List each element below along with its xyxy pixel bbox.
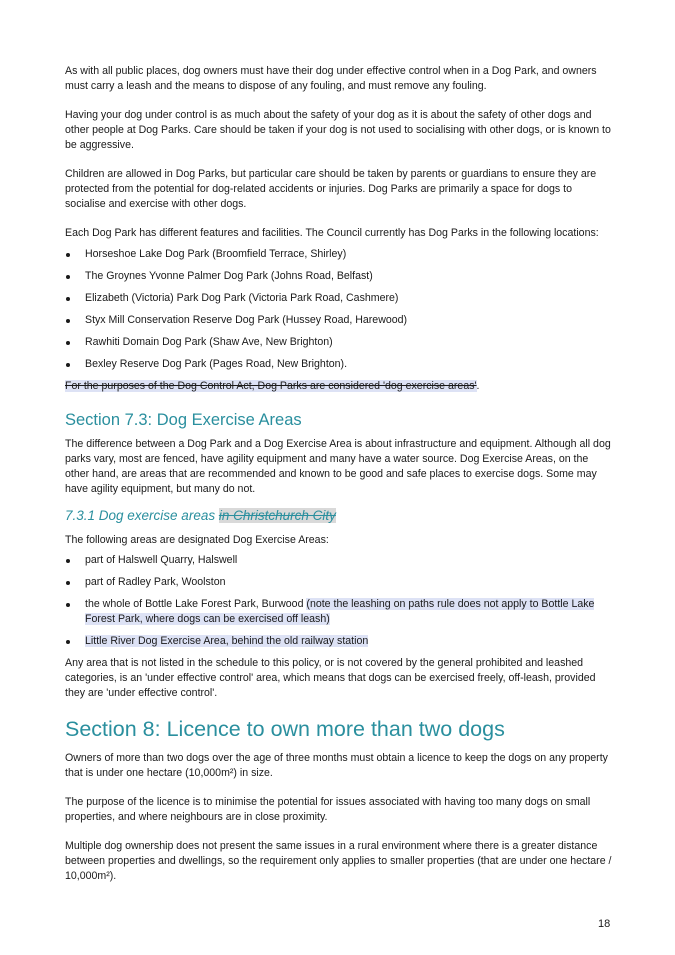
intro-paragraph-2: Having your dog under control is as much about the safety of your dog as it is about the safety of other dogs and other people at Dog Parks. Care should be taken if your dog is not used to socialising with other dogs, or is known to be aggressive. [65, 109, 611, 151]
list-item: Elizabeth (Victoria) Park Dog Park (Victoria Park Road, Cashmere) [65, 291, 615, 306]
struck-note-end: . [476, 380, 480, 392]
section-8-paragraph-3: Multiple dog ownership does not present the same issues in a rural environment where there is a greater distance between properties and dwellings, so the requirement only applies to smaller properties (that are under one hectare / 10,000m²). [65, 840, 612, 882]
section-7-3-paragraph: The difference between a Dog Park and a Dog Exercise Area is about infrastructure and equipment. Although all dog parks vary, most are fenced, have agility equipment and many have a water source. Dog Exercise Areas, on the other hand, are areas that are recommended and known to be good and safe places to exercise dogs. Some may have agility equipment, but many do not. [65, 438, 611, 495]
section-7-3-1-heading [65, 507, 615, 525]
intro-paragraph-3: Children are allowed in Dog Parks, but particular care should be taken by parents or guardians to ensure they are protected from the potential for dog-related accidents or injuries. Dog Parks are primarily a space for dogs to socialise and exercise with other dogs. [65, 168, 597, 210]
list-item: Styx Mill Conservation Reserve Dog Park (Hussey Road, Harewood) [65, 313, 615, 328]
list-item: Horseshoe Lake Dog Park (Broomfield Terrace, Shirley) [65, 247, 615, 262]
list-item: The Groynes Yvonne Palmer Dog Park (Johns Road, Belfast) [65, 269, 615, 284]
section-8-paragraph-1: Owners of more than two dogs over the age of three months must obtain a licence to keep the dogs on any property that is under one hectare (10,000m²) in size. [65, 752, 608, 779]
struck-note [65, 379, 615, 394]
page-content [65, 64, 615, 884]
section-7-3-1-heading-struck: in Christchurch City [218, 508, 336, 523]
exercise-areas-intro: The following areas are designated Dog Exercise Areas: [65, 534, 329, 546]
list-item: part of Radley Park, Woolston [65, 575, 615, 590]
list-item: part of Halswell Quarry, Halswell [65, 553, 615, 568]
intro-paragraph-1: As with all public places, dog owners must have their dog under effective control when in a Dog Park, and owners must carry a leash and the means to dispose of any fouling, and must remove any fouling. [65, 65, 597, 92]
exercise-area-list [65, 553, 615, 649]
section-7-3-heading: Section 7.3: Dog Exercise Areas [65, 411, 302, 429]
under-effective-control-paragraph: Any area that is not listed in the schedule to this policy, or is not covered by the general prohibited and leashed categories, is an 'under effective control' area, which means that dogs can be exercised freely, off-leash, provided they are 'under effective control'. [65, 657, 596, 699]
list-item: Rawhiti Domain Dog Park (Shaw Ave, New Brighton) [65, 335, 615, 350]
section-8-paragraph-2: The purpose of the licence is to minimise the potential for issues associated with having too many dogs on small properties, and where neighbours are in close proximity. [65, 796, 591, 823]
list-item [65, 634, 615, 649]
list-item-highlight: (note the leashing on paths rule does not apply to Bottle Lake Forest Park, where dogs can be exercised off leash) [85, 598, 595, 625]
intro-paragraph-4: Each Dog Park has different features and facilities. The Council currently has Dog Parks in the following locations: [65, 227, 599, 239]
section-7-3-1-heading-text: 7.3.1 Dog exercise areas [65, 508, 219, 523]
section-8-heading: Section 8: Licence to own more than two dogs [65, 717, 505, 741]
list-item [65, 597, 615, 627]
list-item: Bexley Reserve Dog Park (Pages Road, New Brighton). [65, 357, 615, 372]
page-number: 18 [598, 918, 611, 930]
struck-note-text: For the purposes of the Dog Control Act, Dog Parks are considered 'dog exercise areas' [65, 380, 477, 392]
list-item-highlight: Little River Dog Exercise Area, behind the old railway station [85, 635, 369, 647]
list-item-text: the whole of Bottle Lake Forest Park, Burwood [85, 598, 307, 610]
dog-park-list [65, 247, 615, 372]
